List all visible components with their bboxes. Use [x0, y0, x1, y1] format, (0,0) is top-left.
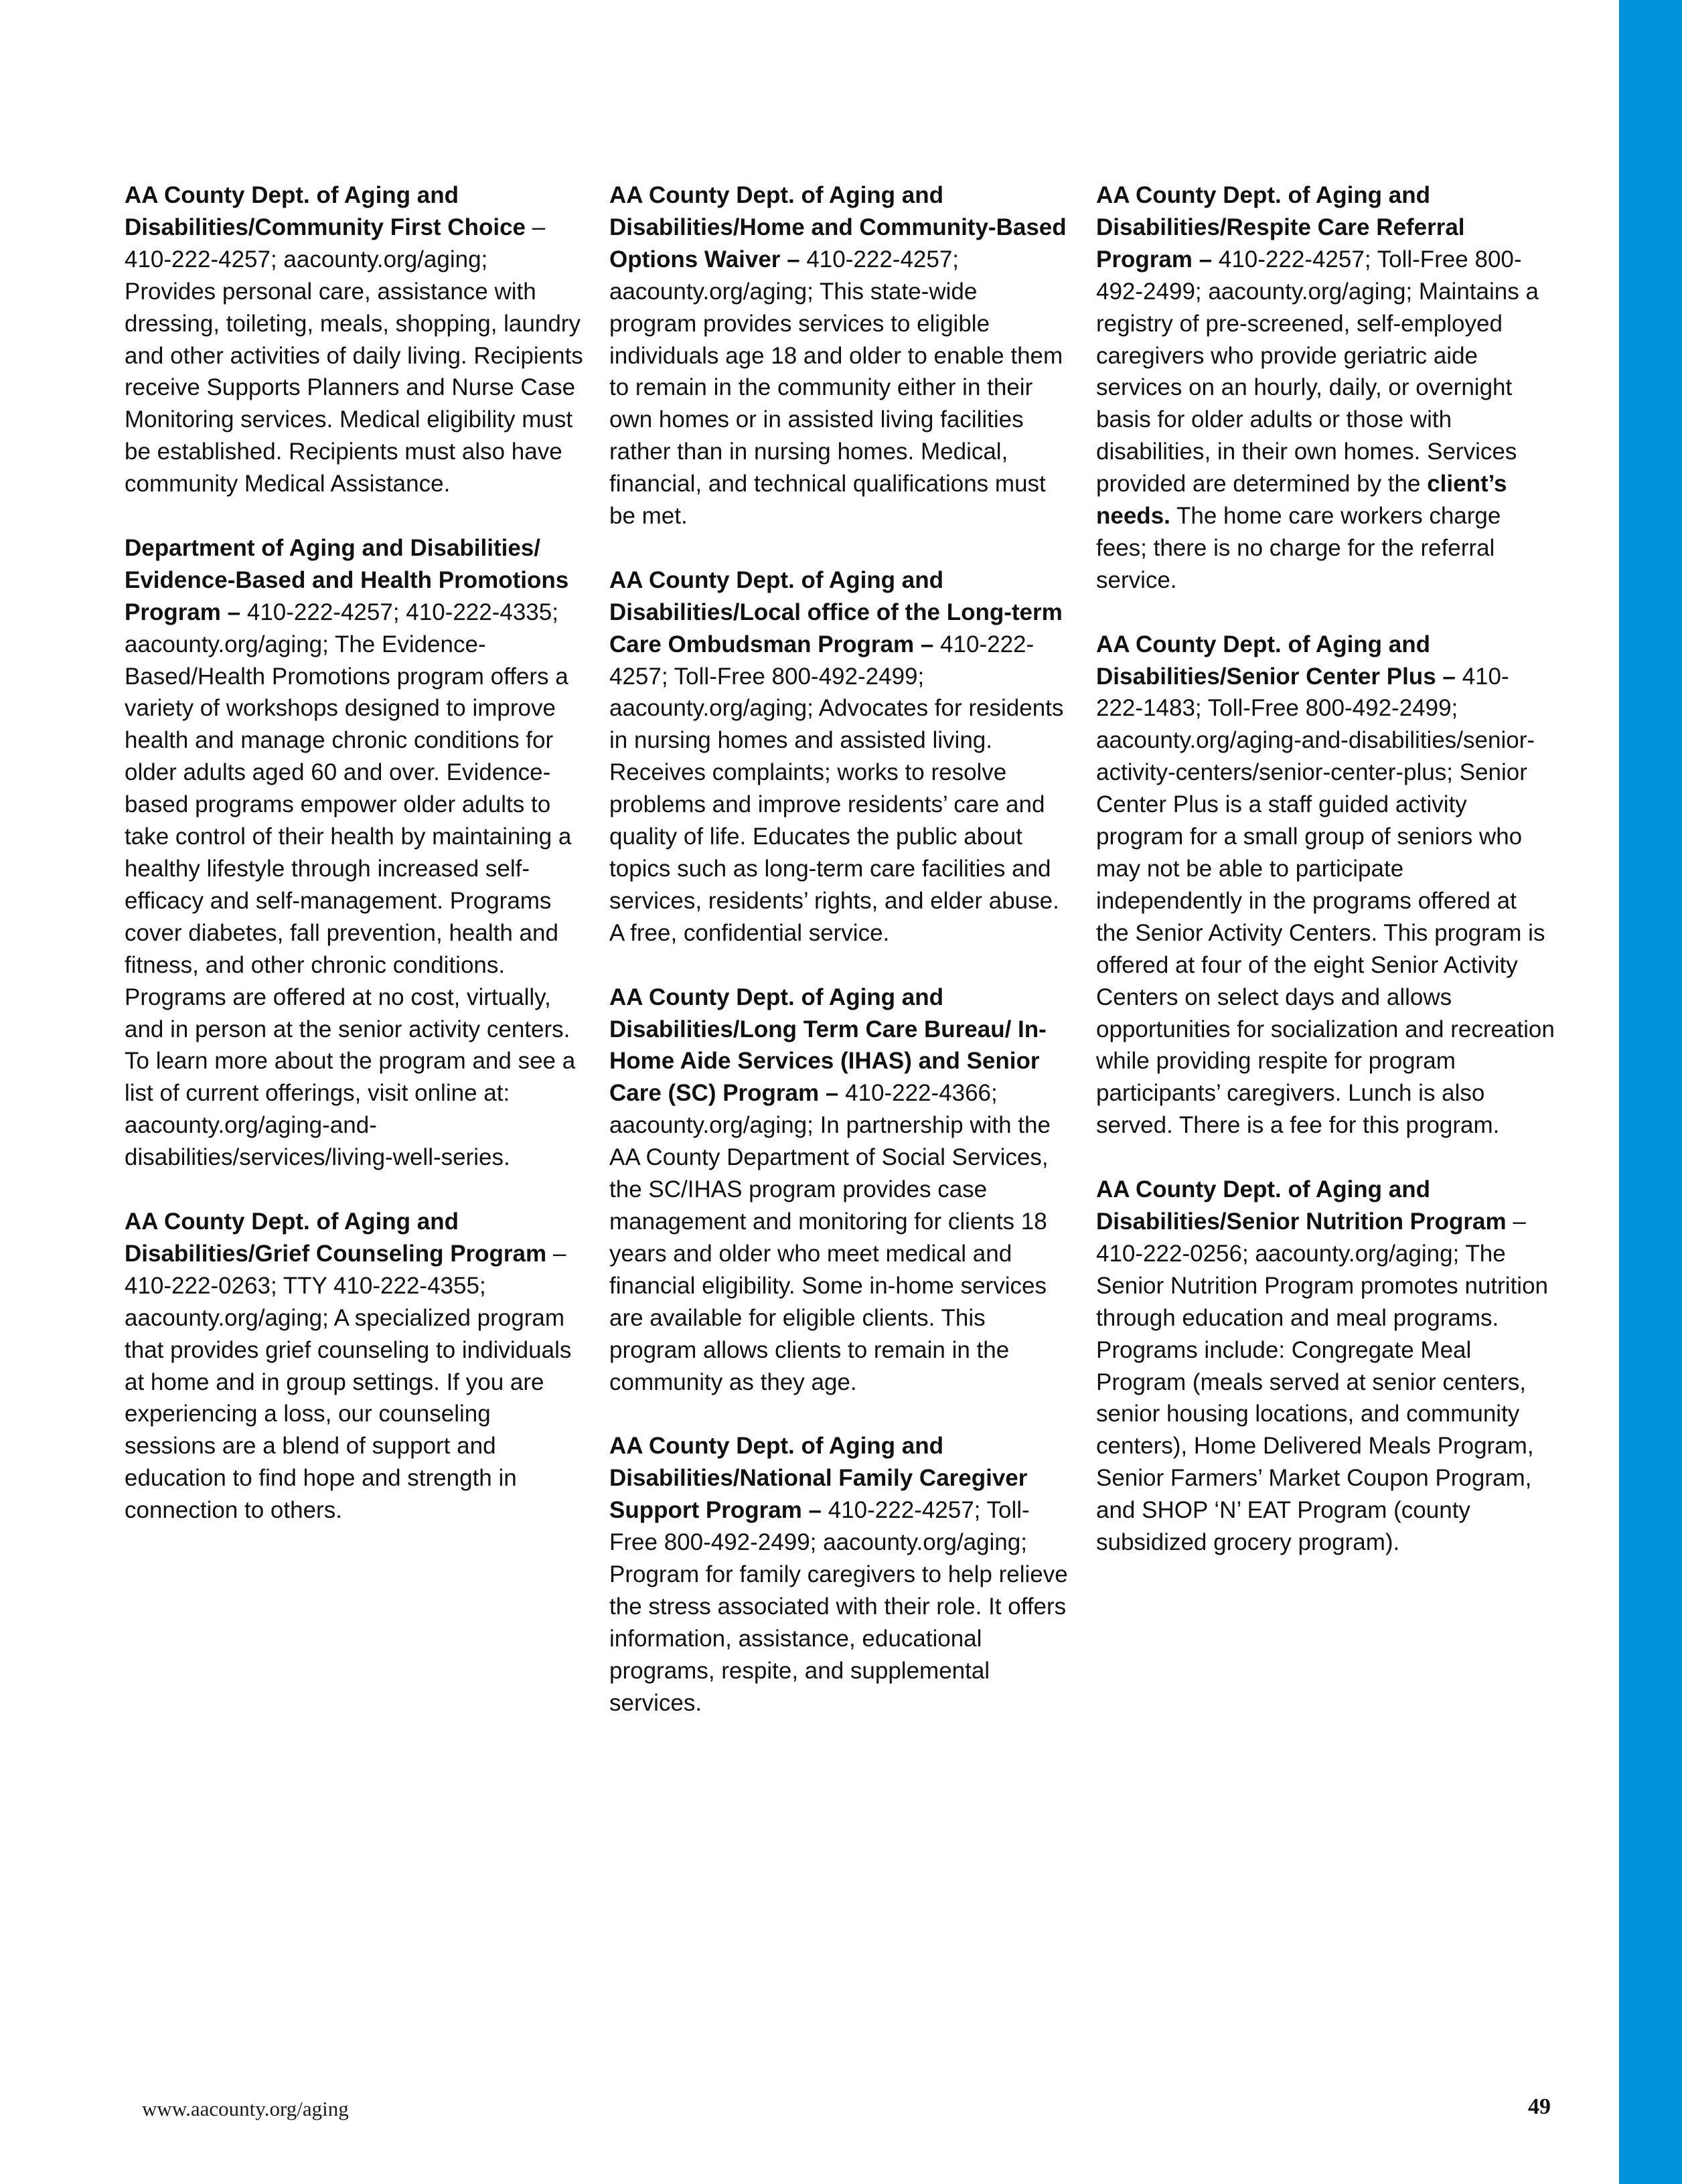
entry-body: 410-222-4257; Toll-Free 800-492-2499; aacounty.org/aging; Program for family caregivers to help relieve the stress associated with their role. It offers information, assistance, educational programs, respite, and supplemental services. — [609, 1497, 1068, 1716]
entry-title: AA County Dept. of Aging and Disabilities/Long Term Care Bureau/ In-Home Aide Services (IHAS) and Senior Care (SC) Program — [609, 984, 1047, 1107]
entry-grief-counseling — [125, 1206, 583, 1527]
entry-title: Department of Aging and Disabilities/ Evidence-Based and Health Promotions Program — [125, 534, 569, 625]
entry-dash: – — [780, 246, 807, 272]
entry-senior-center-plus — [1096, 629, 1555, 1142]
entry-ombudsman-program — [609, 564, 1068, 949]
accent-side-bar — [1619, 0, 1682, 2184]
entry-dash: – — [1192, 246, 1219, 272]
column-left — [125, 179, 583, 1559]
entry-body: 410-222-4257; aacounty.org/aging; This state-wide program provides services to eligible individuals age 18 and older to enable them to remain in the community either in their own homes or in assisted living facilities rather than in nursing homes. Medical, financial, and technical qualifications must be met. — [609, 246, 1063, 530]
entry-body-emphasis: client’s needs. — [1096, 471, 1507, 530]
entry-body: 410-222-4366; aacounty.org/aging; In partnership with the AA County Department of Social Services, the SC/IHAS program provides case management and monitoring for clients 18 years and older who meet medical and financial eligibility. Some in-home services are available for eligible clients. This program allows clients to remain in the community as they age. — [609, 1080, 1051, 1395]
entry-title: AA County Dept. of Aging and Disabilities/Local office of the Long-term Care Ombudsman Program — [609, 566, 1063, 657]
entry-body: 410-222-4257; Toll-Free 800-492-2499; aacounty.org/aging; Advocates for residents in nursing homes and assisted living. Receives complaints; works to resolve problems and improve residents’ care and quality of life. Educates the public about topics such as long-term care facilities and services, residents’ rights, and elder abuse. A free, confidential service. — [609, 631, 1064, 946]
entry-title: AA County Dept. of Aging and Disabilities/Grief Counseling Program — [125, 1208, 547, 1267]
entry-body: 410-222-4257; 410-222-4335; aacounty.org/aging; The Evidence-Based/Health Promotions program offers a variety of workshops designed to improve health and manage chronic conditions for older adults aged 60 and over. Evidence-based programs empower older adults to take control of their health by maintaining a healthy lifestyle through increased self-efficacy and self-management. Programs cover diabetes, fall prevention, health and fitness, and other chronic conditions. Programs are offered at no cost, virtually, and in person at the senior activity centers. To learn more about the program and see a list of current offerings, visit online at: aacounty.org/aging-and-disabilities/services/living-well-series. — [125, 599, 576, 1171]
entry-evidence-based-health-promotions — [125, 532, 583, 1174]
entry-dash: – — [819, 1080, 846, 1107]
entry-dash: – — [546, 1240, 566, 1267]
entry-dash: – — [220, 599, 247, 625]
entry-body-after: The home care workers charge fees; there is no charge for the referral service. — [1096, 503, 1501, 593]
entry-dash: – — [801, 1497, 828, 1524]
entry-respite-care-referral — [1096, 179, 1555, 597]
entry-body: 410-222-0263; TTY 410-222-4355; aacounty.org/aging; A specialized program that provides grief counseling to individuals at home and in group settings. If you are experiencing a loss, our counseling sessions are a blend of support and education to find hope and strength in connection to others. — [125, 1272, 572, 1524]
entry-family-caregiver-support — [609, 1430, 1068, 1719]
column-middle — [609, 179, 1068, 1751]
entry-dash: – — [1506, 1208, 1526, 1235]
entry-title: AA County Dept. of Aging and Disabilities/National Family Caregiver Support Program — [609, 1433, 1028, 1524]
entry-community-first-choice — [125, 179, 583, 500]
entry-dash: – — [1436, 663, 1462, 690]
column-right — [1096, 179, 1555, 1591]
page-number: 49 — [1528, 2094, 1551, 2119]
entry-title: AA County Dept. of Aging and Disabilities/Home and Community-Based Options Waiver — [609, 182, 1067, 272]
entry-body: 410-222-4257; aacounty.org/aging; Provides personal care, assistance with dressing, toileting, meals, shopping, laundry and other activities of daily living. Recipients receive Supports Planners and Nurse Case Monitoring services. Medical eligibility must be established. Recipients must also have community Medical Assistance. — [125, 246, 583, 497]
entry-body: 410-222-4257; Toll-Free 800-492-2499; aacounty.org/aging; Maintains a registry of pre-screened, self-employed caregivers who provide geriatric aide services on an hourly, daily, or overnight basis for older adults or those with disabilities, in their own homes. Services provided are determined by the — [1096, 246, 1539, 497]
entry-body: 410-222-1483; Toll-Free 800-492-2499; aacounty.org/aging-and-disabilities/senior-activity-centers/senior-center-plus; Senior Center Plus is a staff guided activity program for a small group of seniors who may not be able to participate independently in the programs offered at the Senior Activity Centers. This program is offered at four of the eight Senior Activity Centers on select days and allows opportunities for socialization and recreation while providing respite for program participants’ caregivers. Lunch is also served. There is a fee for this program. — [1096, 663, 1555, 1139]
entry-title: AA County Dept. of Aging and Disabilities/Community First Choice — [125, 182, 526, 240]
entry-body: 410-222-0256; aacounty.org/aging; The Senior Nutrition Program promotes nutrition through education and meal programs. Programs include: Congregate Meal Program (meals served at senior centers, senior housing locations, and community centers), Home Delivered Meals Program, Senior Farmers’ Market Coupon Program, and SHOP ‘N’ EAT Program (county subsidized grocery program). — [1096, 1240, 1549, 1556]
entry-hcbs-options-waiver — [609, 179, 1068, 532]
footer-url: www.aacounty.org/aging — [142, 2097, 349, 2120]
entry-title: AA County Dept. of Aging and Disabilities/Senior Center Plus — [1096, 631, 1436, 690]
entry-ihas-senior-care — [609, 982, 1068, 1399]
entry-senior-nutrition — [1096, 1174, 1555, 1559]
entry-title: AA County Dept. of Aging and Disabilities/Respite Care Referral Program — [1096, 182, 1465, 272]
entry-title: AA County Dept. of Aging and Disabilities/Senior Nutrition Program — [1096, 1176, 1507, 1235]
entry-dash: – — [914, 631, 941, 657]
entry-dash: – — [526, 214, 546, 240]
